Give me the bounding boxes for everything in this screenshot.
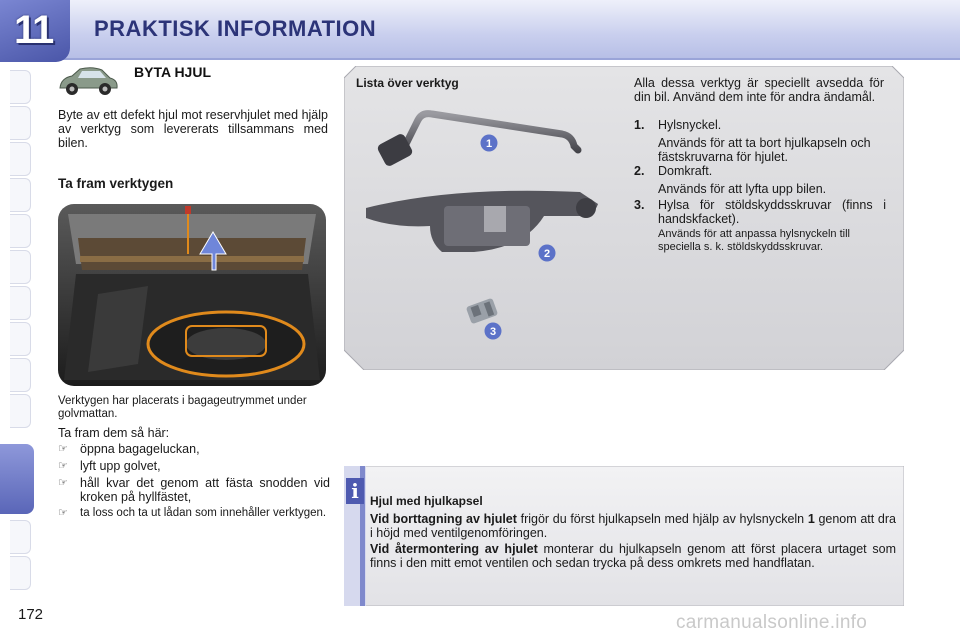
step-text: lyft upp golvet, <box>80 459 161 473</box>
callout-3-icon <box>484 322 502 340</box>
side-tab-active[interactable] <box>0 444 34 514</box>
pointing-hand-icon: ☞ <box>58 477 68 489</box>
tool-number: 2. <box>634 164 645 178</box>
tools-title: Lista över verktyg <box>356 76 459 90</box>
tool-number: 1. <box>634 118 645 132</box>
info-refit-paragraph <box>370 542 896 570</box>
side-tab[interactable] <box>10 106 31 140</box>
tool-name: Hylsnyckel. <box>658 118 722 132</box>
tool-detail: Används för att anpassa hylsnyckeln till speciella s. k. stöldskyddsskruvar. <box>658 228 850 253</box>
subsection-title: Ta fram verktygen <box>58 176 174 191</box>
section-title: BYTA HJUL <box>134 64 211 80</box>
tool-detail: Används för att lyfta upp bilen. <box>658 182 827 196</box>
side-tab[interactable] <box>10 250 31 284</box>
tool-name: Domkraft. <box>658 164 713 178</box>
side-tab[interactable] <box>10 322 31 356</box>
side-tab[interactable] <box>10 178 31 212</box>
page-heading: PRAKTISK INFORMATION <box>94 16 377 41</box>
list-item <box>58 442 330 456</box>
pointing-hand-icon: ☞ <box>58 460 68 472</box>
side-tab[interactable] <box>10 214 31 248</box>
side-tab[interactable] <box>10 520 31 554</box>
pointing-hand-icon: ☞ <box>58 443 68 455</box>
side-tab[interactable] <box>10 142 31 176</box>
page-number: 172 <box>18 606 44 623</box>
side-tab[interactable] <box>10 556 31 590</box>
info-removal-paragraph <box>370 512 896 540</box>
side-tab[interactable] <box>10 394 31 428</box>
step-text: ta loss och ta ut lådan som innehåller verktygen. <box>80 507 327 519</box>
info-removal-ref: 1 <box>807 512 815 526</box>
info-refit-label: Vid återmontering av hjulet <box>370 542 538 556</box>
car-icon <box>56 64 120 98</box>
callout-label: 1 <box>485 138 493 150</box>
info-removal-text: frigör du först hjulkapseln med hjälp av hylsnyckeln <box>516 512 808 526</box>
list-item <box>58 476 330 504</box>
info-removal-label: Vid borttagning av hjulet <box>370 512 517 526</box>
list-item <box>58 459 330 473</box>
list-item <box>58 507 330 520</box>
steps-list <box>58 442 330 523</box>
intro-text: Byte av ett defekt hjul mot reservhjulet med hjälp av verktyg som levererats tillsammans med bilen. <box>58 108 328 150</box>
tool-name: Hylsa för stöldskyddsskruvar (finns i handskfacket). <box>658 198 886 226</box>
step-text: öppna bagageluckan, <box>80 442 200 456</box>
chapter-number: 11 <box>14 8 53 52</box>
callout-label: 2 <box>543 248 551 260</box>
tool-detail: Används för att ta bort hjulkapseln och fästskruvarna för hjulet. <box>658 136 871 164</box>
steps-intro: Ta fram dem så här: <box>58 426 170 440</box>
tool-item-2 <box>634 164 888 178</box>
callout-2-icon <box>538 244 556 262</box>
info-icon: i <box>346 478 364 504</box>
side-tab[interactable] <box>10 286 31 320</box>
side-tab[interactable] <box>10 70 31 104</box>
trunk-photo <box>58 204 326 386</box>
tool-number: 3. <box>634 198 645 212</box>
watermark: carmanualsonline.info <box>676 612 868 633</box>
tool-item-1 <box>634 118 888 132</box>
callout-label: 3 <box>489 326 497 338</box>
tool-item-3 <box>634 198 888 226</box>
info-removal-text-end: genom att dra i höjd med ventilgenomföringen. <box>370 512 896 540</box>
tools-description: Alla dessa verktyg är speciellt avsedda för din bil. Använd dem inte för andra ändamål. <box>634 76 884 104</box>
info-title: Hjul med hjulkapsel <box>370 494 483 508</box>
step-text: håll kvar det genom att fästa snodden vid kroken på hyllfästet, <box>80 476 330 504</box>
photo-caption: Verktygen har placerats i bagageutrymmet under golvmattan. <box>58 395 307 420</box>
pointing-hand-icon: ☞ <box>58 507 68 519</box>
info-refit-text: monterar du hjulkapseln genom att först placera urtaget som finns i den mitt emot ventilen och sedan trycka på dess omkrets med handflatan. <box>370 542 896 570</box>
callout-1-icon <box>480 134 498 152</box>
side-tab[interactable] <box>10 358 31 392</box>
